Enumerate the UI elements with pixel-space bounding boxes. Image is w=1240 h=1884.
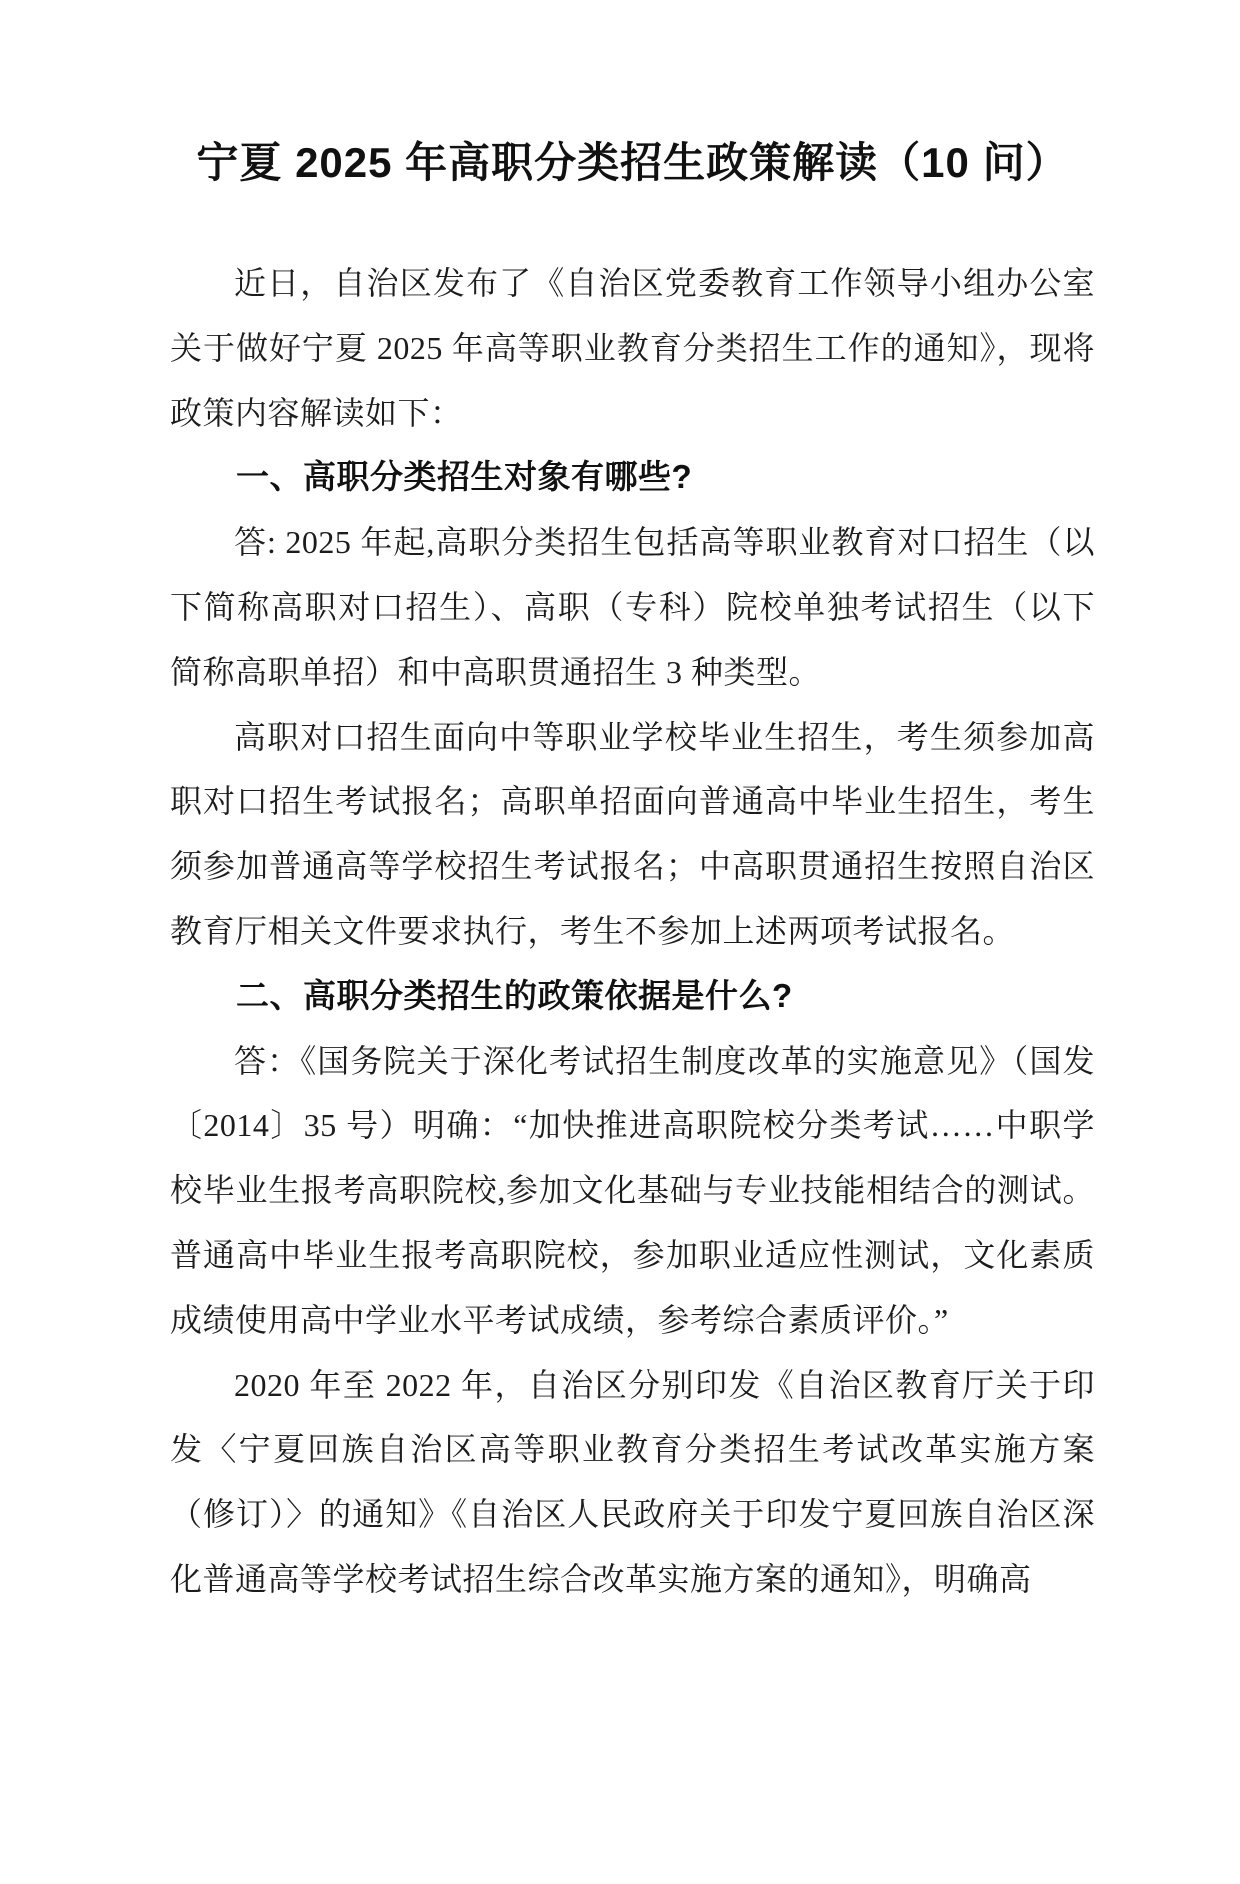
answer-paragraph-q2-part1: 答：《国务院关于深化考试招生制度改革的实施意见》（国发〔2014〕35 号）明确：“加快推进高职院校分类考试……中职学校毕业生报考高职院校,参加文化基础与专业技能相结合的测试。普通高中毕业生报考高职院校，参加职业适应性测试，文化素质成绩使用高中学业水平考试成绩，参考综合素质评价。” [170,1042,1095,1338]
answer-paragraph-q1-part2: 高职对口招生面向中等职业学校毕业生招生，考生须参加高职对口招生考试报名；高职单招面向普通高中毕业生招生，考生须参加普通高等学校招生考试报名；中高职贯通招生按照自治区教育厅相关文件要求执行，考生不参加上述两项考试报名。 [170,718,1095,949]
answer-paragraph-q2-part2: 2020 年至 2022 年，自治区分别印发《自治区教育厅关于印发〈宁夏回族自治区高等职业教育分类招生考试改革实施方案（修订）〉的通知》《自治区人民政府关于印发宁夏回族自治区深化普通高等学校考试招生综合改革实施方案的通知》，明确高 [170,1366,1095,1597]
section-heading-q2: 二、高职分类招生的政策依据是什么? [236,976,793,1014]
intro-paragraph: 近日，自治区发布了《自治区党委教育工作领导小组办公室关于做好宁夏 2025 年高等职业教育分类招生工作的通知》，现将政策内容解读如下： [170,265,1095,431]
document-page-background [0,131,1240,1884]
document-title: 宁夏 2025 年高职分类招生政策解读（10 问） [196,139,1069,186]
document-page [170,131,1095,1752]
section-heading-q1: 一、高职分类招生对象有哪些? [236,458,693,496]
answer-paragraph-q1-part1: 答: 2025 年起,高职分类招生包括高等职业教育对口招生（以下简称高职对口招生）、高职（专科）院校单独考试招生（以下简称高职单招）和中高职贯通招生 3 种类型。 [170,524,1095,690]
